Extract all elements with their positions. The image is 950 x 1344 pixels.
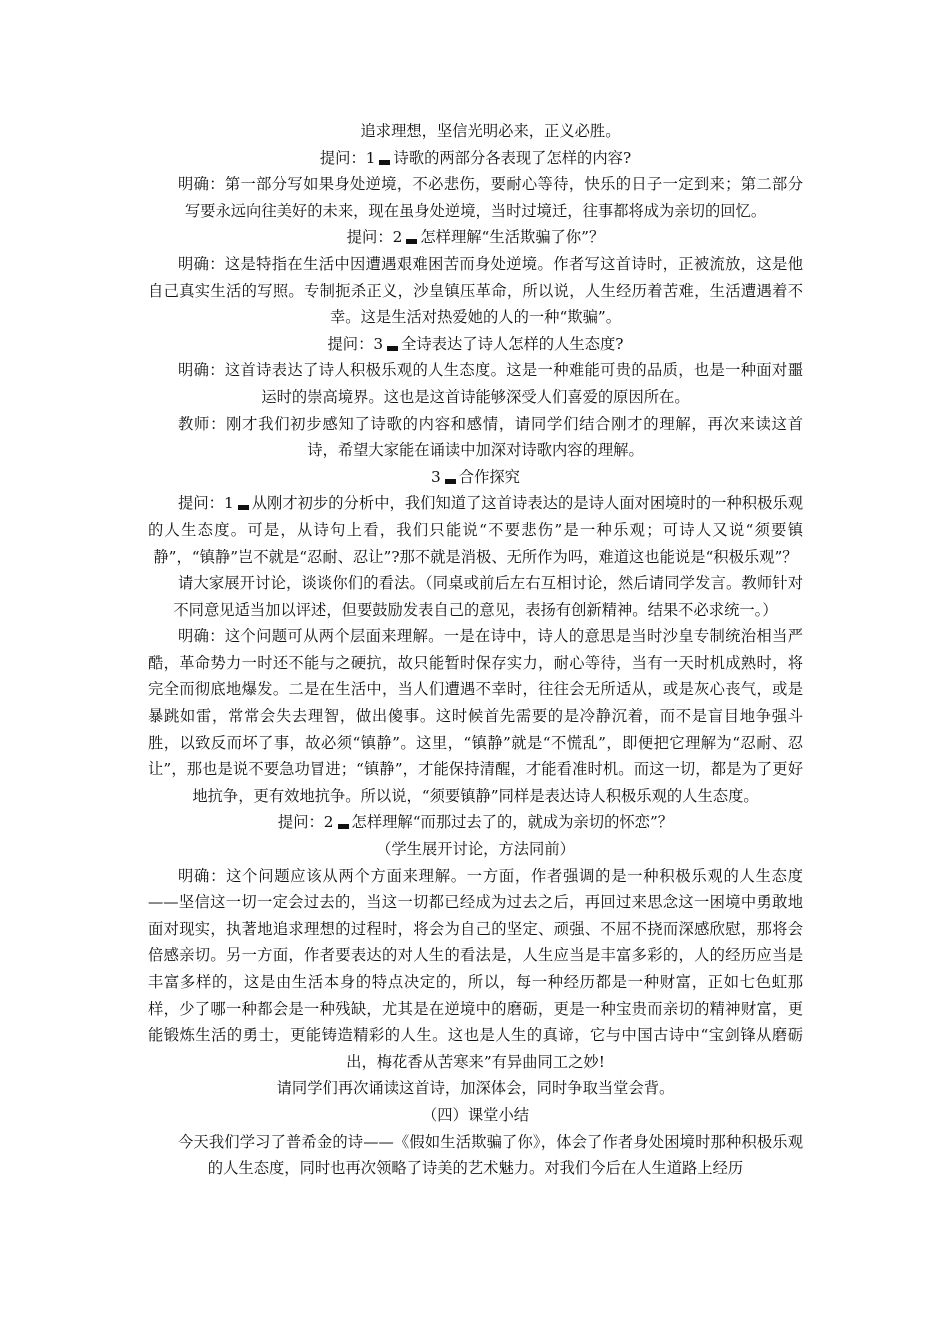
question-number: 提问：3 [327, 334, 384, 353]
question-heading [148, 331, 803, 358]
question-text: 诗歌的两部分各表现了怎样的内容? [393, 148, 632, 167]
bullet-marker-icon [387, 346, 398, 351]
note-paragraph [148, 836, 803, 863]
question-heading [148, 809, 803, 836]
paragraph-text: 明确：这首诗表达了诗人积极乐观的人生态度。这是一种难能可贵的品质，也是一种面对噩运时的崇高境界。这也是这首诗能够深受人们喜爱的原因所在。 [178, 361, 803, 406]
paragraph-text: 明确：这是特指在生活中因遭遇艰难困苦而身处逆境。作者写这首诗时，正被流放，这是他自己真实生活的写照。专制扼杀正义，沙皇镇压革命，所以说，人生经历着苦难，生活遭遇着不幸。这是生活对热爱她的人的一种“欺骗”。 [148, 254, 803, 327]
section-title: 合作探究 [458, 467, 520, 486]
section-number: 3 [431, 467, 441, 486]
question-text: 怎样理解“生活欺骗了你”？ [420, 228, 605, 247]
bullet-marker-icon [379, 160, 390, 165]
bullet-marker-icon [445, 479, 456, 484]
paragraph-text: 请同学们再次诵读这首诗，加深体会，同时争取当堂会背。 [276, 1079, 675, 1098]
paragraph [148, 118, 803, 145]
answer-paragraph [148, 863, 803, 1076]
section-heading [148, 1102, 803, 1129]
bullet-marker-icon [406, 239, 417, 244]
section-heading [148, 464, 803, 491]
question-text: 怎样理解“而那过去了的，就成为亲切的怀恋”？ [351, 813, 674, 832]
paragraph-text: 明确：这个问题应该从两个方面来理解。一方面，作者强调的是一种积极乐观的人生态度——坚信这一切一定会过去的，当这一切都已经成为过去之后，再回过来思念这一困境中勇敢地面对现实，执著地追求理想的过程时，将会为自己的坚定、顽强、不屈不挠而深感欣慰，那将会倍感亲切。另一方面，作者要表达的对人生的看法是，人生应当是丰富多彩的，人的经历应当是丰富多样的，这是由生活本身的特点决定的，所以，每一种经历都是一种财富，正如七色虹那样，少了哪一种都会是一种残缺，尤其是在逆境中的磨砺，更是一种宝贵而亲切的精神财富，更能锻炼生活的勇士，更能铸造精彩的人生。这也是人生的真谛，它与中国古诗中“宝剑锋从磨砺出，梅花香从苦寒来”有异曲同工之妙! [148, 866, 803, 1071]
question-number: 提问：2 [277, 813, 334, 832]
paragraph-text: 明确：第一部分写如果身处逆境，不必悲伤，要耐心等待，快乐的日子一定到来；第二部分写要永远向往美好的未来，现在虽身处逆境，当时过境迁，往事都将成为亲切的回忆。 [178, 175, 803, 220]
paragraph-text: 明确：这个问题可从两个层面来理解。一是在诗中，诗人的意思是当时沙皇专制统治相当严酷，革命势力一时还不能与之硬抗，故只能暂时保存实力，耐心等待，当有一天时机成熟时，将完全而彻底地爆发。二是在生活中，当人们遭遇不幸时，往往会无所适从，或是灰心丧气，或是暴跳如雷，常常会失去理智，做出傻事。这时候首先需要的是冷静沉着，而不是盲目地争强斗胜，以致反而坏了事，故必须“镇静”。这里，“镇静”就是“不慌乱”，即便把它理解为“忍耐、忍让”，那也是说不要急功冒进；“镇静”，才能保持清醒，才能看准时机。而这一切，都是为了更好地抗争，更有效地抗争。所以说，“须要镇静”同样是表达诗人积极乐观的人生态度。 [148, 627, 803, 805]
question-paragraph [148, 490, 803, 570]
section-title: （四）课堂小结 [421, 1105, 530, 1124]
paragraph-text: 追求理想，坚信光明必来，正义必胜。 [360, 122, 621, 140]
question-number: 提问：1 [178, 494, 234, 513]
bullet-marker-icon [238, 505, 249, 510]
question-heading [148, 145, 803, 172]
question-text: 从刚才初步的分析中，我们知道了这首诗表达的是诗人面对困境时的一种积极乐观的人生态度。可是，从诗句上看，我们只能说“不要悲伤”是一种乐观；可诗人又说“须要镇静”，“镇静”岂不就是“忍耐、忍让”?那不就是消极、无所作为吗，难道这也能说是“积极乐观”？ [148, 494, 803, 566]
summary-paragraph [148, 1129, 803, 1182]
answer-paragraph [148, 623, 803, 809]
paragraph-text: （学生展开讨论，方法同前） [376, 840, 575, 859]
paragraph-text: 今天我们学习了普希金的诗——《假如生活欺骗了你》，体会了作者身处困境时那种积极乐观的人生态度，同时也再次领略了诗美的艺术魅力。对我们今后在人生道路上经历 [178, 1132, 803, 1178]
document-page [148, 118, 803, 1182]
question-number: 提问：1 [319, 148, 376, 167]
question-number: 提问：2 [346, 228, 403, 247]
instruction-paragraph [148, 1075, 803, 1102]
question-heading [148, 224, 803, 251]
answer-paragraph [148, 251, 803, 331]
answer-paragraph [148, 357, 803, 410]
question-text: 全诗表达了诗人怎样的人生态度? [401, 334, 624, 353]
answer-paragraph [148, 171, 803, 224]
paragraph-text: 教师：刚才我们初步感知了诗歌的内容和感情，请同学们结合刚才的理解，再次来读这首诗，希望大家能在诵读中加深对诗歌内容的理解。 [178, 414, 803, 460]
discussion-paragraph [148, 570, 803, 623]
paragraph-text: 请大家展开讨论，谈谈你们的看法。（同桌或前后左右互相讨论，然后请同学发言。教师针对不同意见适当加以评述，但要鼓励发表自己的意见，表扬有创新精神。结果不必求统一。） [173, 574, 803, 619]
teacher-paragraph [148, 411, 803, 464]
bullet-marker-icon [338, 824, 349, 829]
